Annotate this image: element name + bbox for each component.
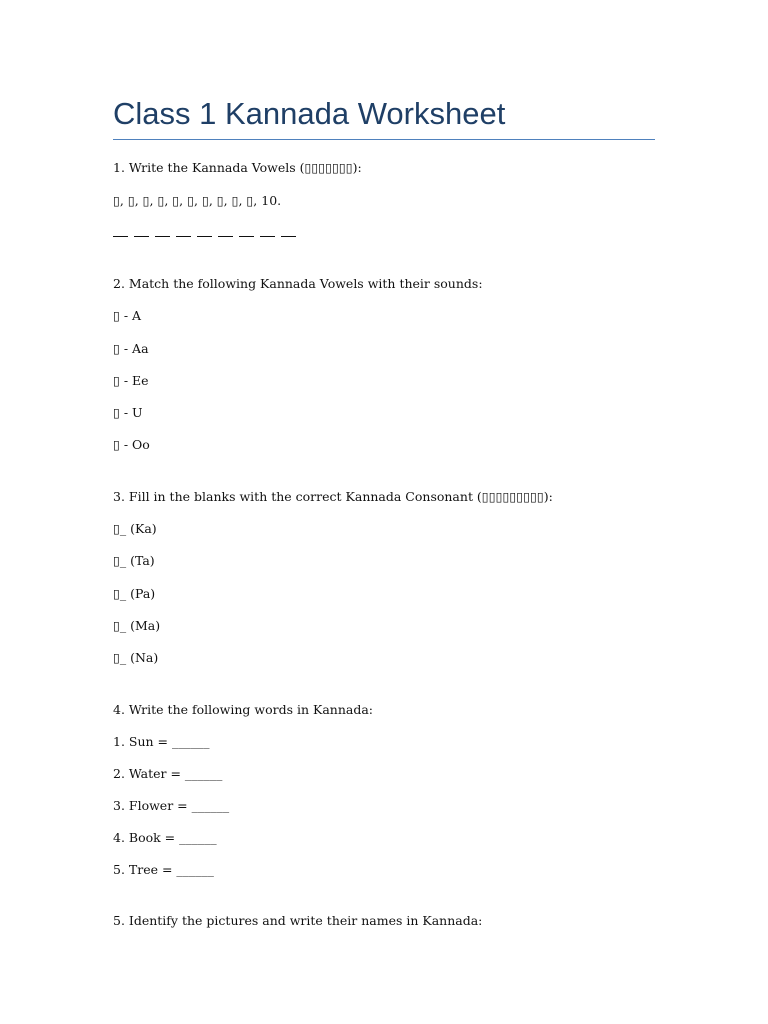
answer-blank [176, 236, 191, 237]
answer-blank [281, 236, 296, 237]
question-3-heading: 3. Fill in the blanks with the correct Kannada Consonant (▯▯▯▯▯▯▯▯▯): [113, 489, 553, 504]
answer-blank [239, 236, 254, 237]
answer-blank [155, 236, 170, 237]
answer-blank [134, 236, 149, 237]
match-item: ▯ - Aa [113, 341, 149, 356]
consonant-item: ▯_ (Na) [113, 650, 159, 665]
word-item: 1. Sun = ______ [113, 734, 210, 749]
answer-blank [113, 236, 128, 237]
word-item: 2. Water = ______ [113, 766, 223, 781]
match-item: ▯ - Oo [113, 437, 150, 452]
answer-blank [260, 236, 275, 237]
answer-blank [197, 236, 212, 237]
consonant-item: ▯_ (Ta) [113, 553, 155, 568]
match-item: ▯ - Ee [113, 373, 149, 388]
question-1-heading: 1. Write the Kannada Vowels (▯▯▯▯▯▯▯): [113, 160, 362, 175]
word-item: 3. Flower = ______ [113, 798, 230, 813]
consonant-item: ▯_ (Ka) [113, 521, 157, 536]
word-item: 4. Book = ______ [113, 830, 217, 845]
page-title: Class 1 Kannada Worksheet [113, 96, 506, 131]
word-item: 5. Tree = ______ [113, 862, 214, 877]
consonant-item: ▯_ (Ma) [113, 618, 161, 633]
answer-blank [218, 236, 233, 237]
match-item: ▯ - A [113, 308, 142, 323]
question-2-heading: 2. Match the following Kannada Vowels with their sounds: [113, 276, 483, 291]
consonant-item: ▯_ (Pa) [113, 586, 156, 601]
match-item: ▯ - U [113, 405, 143, 420]
vowel-list: ▯, ▯, ▯, ▯, ▯, ▯, ▯, ▯, ▯, ▯, 10. [113, 193, 282, 208]
title-underline [113, 139, 655, 140]
question-5-heading: 5. Identify the pictures and write their names in Kannada: [113, 913, 483, 928]
question-4-heading: 4. Write the following words in Kannada: [113, 702, 374, 717]
vowel-answer-blanks [113, 226, 296, 237]
